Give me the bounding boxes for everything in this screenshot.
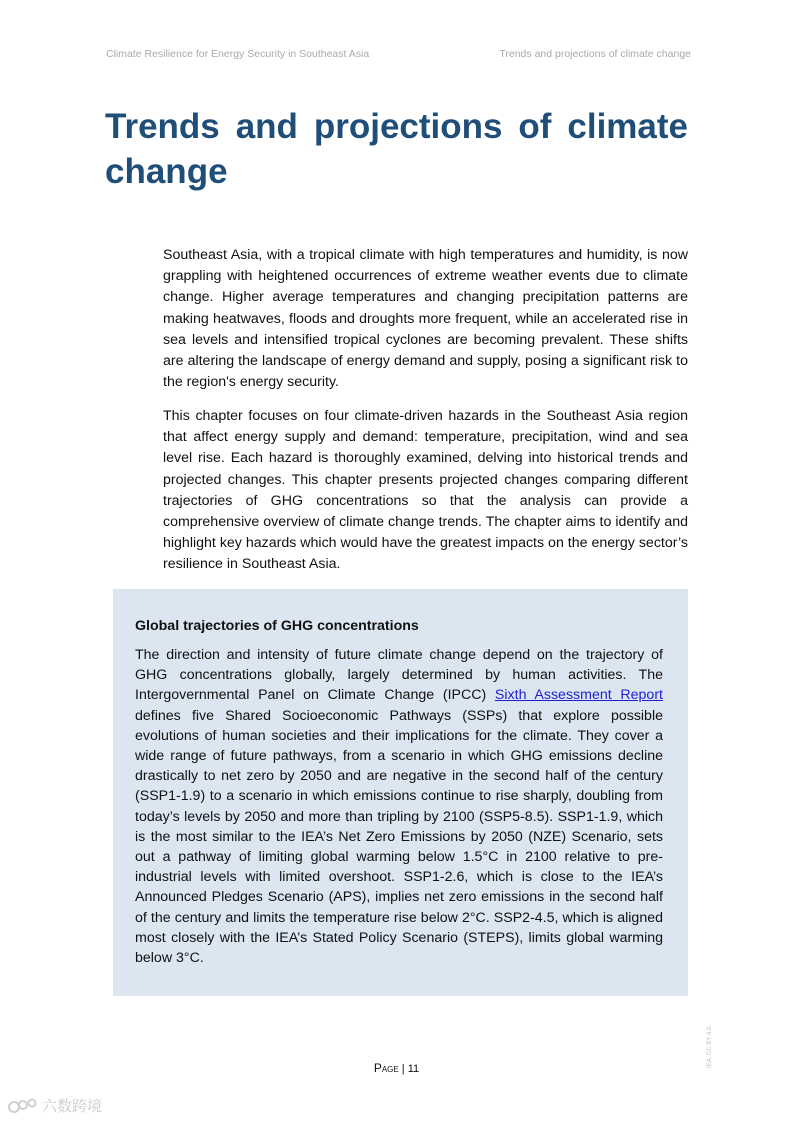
paragraph-text: Southeast Asia, with a tropical climate with high temperatures and humidity, is now grappling with heightened occurrences of extreme weather events due to climate change. Higher average temperatures and changing precipitation patterns are making heatwaves, floods and droughts more frequent, while an accelerated rise in sea levels and intensified tropical cyclones are becoming prevalent. These shifts are altering the landscape of energy demand and supply, posing a significant risk to the region's energy security.: [163, 247, 688, 391]
page-label: Page: [373, 1061, 399, 1075]
info-box: [113, 589, 688, 996]
watermark-text: 六数跨境: [42, 1098, 103, 1115]
chapter-title: Trends and projections of climate change: [499, 48, 691, 60]
box-heading: Global trajectories of GHG concentrations: [135, 618, 419, 634]
report-title: Climate Resilience for Energy Security in Southeast Asia: [106, 48, 370, 60]
page-footer: [0, 1061, 793, 1075]
page-title: Trends and projections of climate change: [105, 107, 688, 191]
license-note: IEA. CC BY 4.0.: [707, 1025, 713, 1068]
running-header: [106, 48, 691, 60]
box-text-before-link: The direction and intensity of future climate change depend on the trajectory of GHG concentrations globally, largely determined by human activities. The Intergovernmental Panel on Climate Change (IPCC): [135, 647, 663, 704]
page-number: 11: [407, 1063, 420, 1075]
page-separator: |: [398, 1063, 408, 1075]
watermark-logo-icon: [8, 1098, 38, 1114]
paragraph-text: This chapter focuses on four climate-driven hazards in the Southeast Asia region that affect energy supply and demand: temperature, precipitation, wind and sea level rise. Each hazard is thoroughly examined, delving into historical trends and projected changes. This chapter presents projected changes comparing different trajectories of GHG concentrations so that the analysis can provide a comprehensive overview of climate change trends. The chapter aims to identify and highlight key hazards which would have the greatest impacts on the energy sector’s resilience in Southeast Asia.: [163, 408, 688, 573]
watermark: [8, 1095, 102, 1116]
box-text: [135, 645, 663, 968]
box-text-after-link: defines five Shared Socioeconomic Pathways (SSPs) that explore possible evolutions of human societies and their implications for the climate. They cover a wide range of future pathways, from a scenario in which GHG emissions decline drastically to net zero by 2050 and are negative in the second half of the century (SSP1-1.9) to a scenario in which emissions continue to rise sharply, doubling from today’s levels by 2050 and more than tripling by 2100 (SSP5-8.5). SSP1-1.9, which is the most similar to the IEA’s Net Zero Emissions by 2050 (NZE) Scenario, sets out a pathway of limiting global warming below 1.5°C in 2100 relative to pre-industrial levels with limited overshoot. SSP1-2.6, which is close to the IEA’s Announced Pledges Scenario (APS), implies net zero emissions in the second half of the century and limits the temperature rise below 2°C. SSP2-4.5, which is aligned most closely with the IEA’s Stated Policy Scenario (STEPS), limits global warming below 3°C.: [135, 707, 663, 967]
intro-paragraph-1: [163, 245, 688, 393]
sixth-assessment-report-link[interactable]: Sixth Assessment Report: [494, 687, 663, 704]
intro-paragraph-2: [163, 406, 688, 576]
